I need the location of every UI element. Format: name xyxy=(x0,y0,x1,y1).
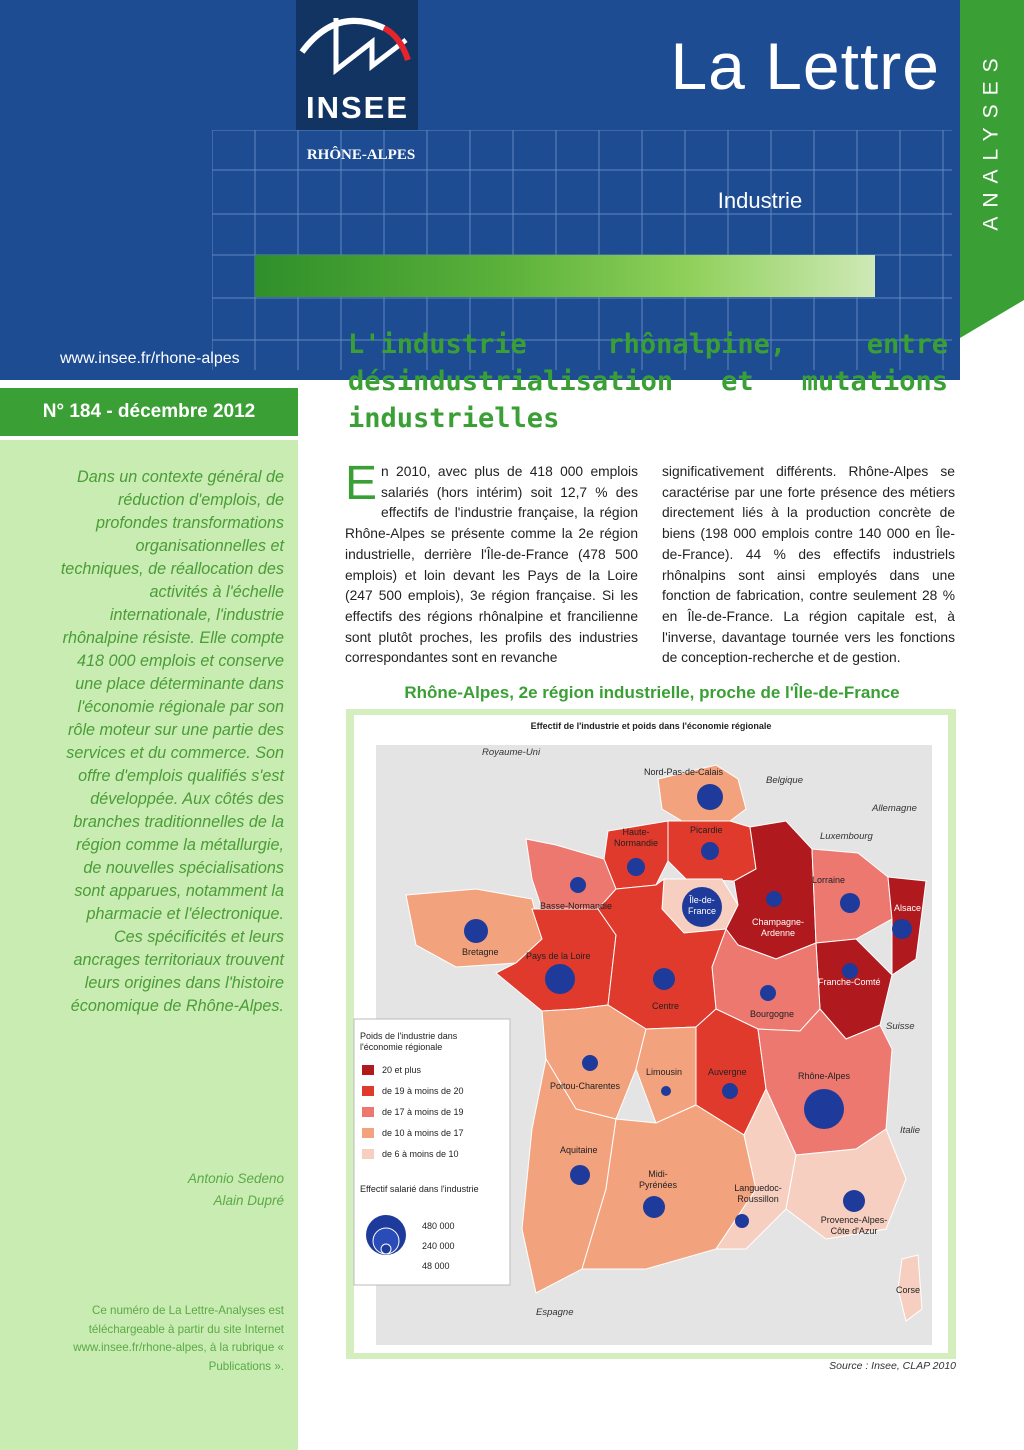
publication-title: La Lettre xyxy=(670,29,940,103)
series-tab-label: ANALYSES xyxy=(980,49,1004,231)
country-label: Italie xyxy=(900,1125,921,1136)
bubble-poitou-charentes xyxy=(582,1055,598,1071)
region-label: Bourgogne xyxy=(750,1009,795,1019)
region-label: Centre xyxy=(652,1001,680,1011)
bubble-nord-pas-de-calais xyxy=(697,784,723,810)
legend-weight-title: Poids de l'industrie dans l'économie régionale xyxy=(360,1031,458,1052)
region-label: Alsace xyxy=(894,903,922,913)
country-label: Luxembourg xyxy=(820,831,873,842)
region-label: Nord-Pas-de-Calais xyxy=(644,767,724,777)
bubble-alsace xyxy=(892,919,912,939)
map-figure xyxy=(346,709,956,1359)
region-label: Bretagne xyxy=(462,947,499,957)
region-label: Provence-Alpes-Côte d'Azur xyxy=(820,1215,888,1236)
map-title: Rhône-Alpes, 2e région industrielle, proche de l'Île-de-France xyxy=(404,683,900,702)
legend-swatch xyxy=(362,1128,374,1138)
bubble-rhone-alpes xyxy=(804,1089,844,1129)
bubble-languedoc-roussillon xyxy=(735,1214,749,1228)
region-label: Franche-Comté xyxy=(818,977,881,987)
dropcap: E xyxy=(345,457,378,510)
country-label: Belgique xyxy=(766,775,803,786)
country-label: Espagne xyxy=(536,1307,574,1318)
legend-weight-label: de 6 à moins de 10 xyxy=(382,1149,459,1159)
country-label: Allemagne xyxy=(872,803,917,814)
bubble-lorraine xyxy=(840,893,860,913)
bubble-haute-normandie xyxy=(627,858,645,876)
legend-swatch xyxy=(362,1065,374,1075)
legend-swatch xyxy=(362,1107,374,1117)
bubble-midi-pyrenees xyxy=(643,1196,665,1218)
section-label: Industrie xyxy=(717,188,803,213)
legend-swatch xyxy=(362,1086,374,1096)
masthead xyxy=(0,0,960,380)
region-label: Poitou-Charentes xyxy=(550,1081,621,1091)
download-note: Ce numéro de La Lettre-Analyses est téléchargeable à partir du site Internet www.insee.fr/rhone-alpes, à la rubrique « Publications ». xyxy=(73,1304,284,1373)
region-label: Île-de-France xyxy=(687,895,716,916)
country-label: Suisse xyxy=(886,1021,915,1032)
legend-bubble xyxy=(381,1244,391,1254)
abstract-text: Dans un contexte général de réduction d'emplois, de profondes transformations organisationnelles et techniques, de réallocation des activités à l'échelle internationale, l'industrie rhônalpine résiste. Elle compte 418 000 emplois et conserve une place déterminante dans l'économie régionale par son rôle moteur sur une partie des services et du commerce. Son offre d'emplois qualifiés s'est développée. Aux côtés des branches traditionnelles de la région comme la métallurgie, de nouvelles spécialisations sont apparues, notamment la pharmacie et l'électronique. Ces spécificités et leurs ancrages territoriaux trouvent leurs origines dans l'histoire économique de Rhône-Alpes. xyxy=(60,468,284,1015)
legend-size-label: 48 000 xyxy=(422,1261,450,1271)
bubble-bourgogne xyxy=(760,985,776,1001)
authors xyxy=(120,1168,284,1212)
logo-region-label: RHÔNE-ALPES xyxy=(306,147,416,163)
author-name: Antonio Sedeno xyxy=(187,1171,284,1186)
region-label: Haute-Normandie xyxy=(614,827,659,848)
bubble-limousin xyxy=(661,1086,671,1096)
region-label: Lorraine xyxy=(812,875,846,885)
bubble-paca xyxy=(843,1190,865,1212)
legend-swatch xyxy=(362,1149,374,1159)
bubble-auvergne xyxy=(722,1083,738,1099)
insee-logo-mark xyxy=(296,0,418,90)
region-label: Languedoc-Roussillon xyxy=(734,1183,782,1204)
body-text-1: n 2010, avec plus de 418 000 emplois salariés (hors intérim) soit 12,7 % des effectifs de l'industrie française, la région Rhône-Alpes se présente comme la 2e région industrielle, derrière l'Île-de-France (478 500 emplois) et loin devant les Pays de la Loire (247 500 emplois), 3e région française. Si les effectifs des régions rhônalpine et francilienne sont plutôt proches, les profils des industries correspondantes sont en revanche xyxy=(345,464,638,666)
region-label: Basse-Normandie xyxy=(540,901,613,911)
bubble-aquitaine xyxy=(570,1165,590,1185)
author-name: Alain Dupré xyxy=(213,1193,284,1208)
bubble-champagne-ardenne xyxy=(766,891,782,907)
legend-weight-label: de 10 à moins de 17 xyxy=(382,1128,464,1138)
website-url[interactable]: www.insee.fr/rhone-alpes xyxy=(60,350,240,367)
region-label: Corse xyxy=(896,1285,921,1295)
country-label: Royaume-Uni xyxy=(482,747,541,758)
map-source: Source : Insee, CLAP 2010 xyxy=(829,1360,956,1372)
region-label: Auvergne xyxy=(708,1067,747,1077)
region-label: Limousin xyxy=(646,1067,683,1077)
legend-size-label: 480 000 xyxy=(422,1221,455,1231)
header-photo-band xyxy=(255,255,875,297)
legend-size-title: Effectif salarié dans l'industrie xyxy=(360,1184,479,1194)
legend-weight-label: de 17 à moins de 19 xyxy=(382,1107,464,1117)
bubble-centre xyxy=(653,968,675,990)
map-subtitle: Effectif de l'industrie et poids dans l'économie régionale xyxy=(530,721,772,731)
body-column-2: significativement différents. Rhône-Alpes se caractérise par une forte présence des métiers directement liés à la production concrète de biens (198 000 emplois contre 140 000 en Île-de-France). 44 % des effectifs industriels rhônalpins sont ainsi employés dans une fonction de fabrication, contre seulement 28 % en Île-de-France. La région capitale est, à l'inverse, davantage tournée vers les fonctions de conception-recherche et de gestion. xyxy=(662,464,955,666)
bubble-basse-normandie xyxy=(570,877,586,893)
region-label: Midi-Pyrénées xyxy=(638,1169,678,1190)
issue-number: N° 184 - décembre 2012 xyxy=(0,388,298,436)
region-label: Rhône-Alpes xyxy=(798,1071,851,1081)
region-label: Champagne-Ardenne xyxy=(751,917,805,938)
insee-logo-text: INSEE xyxy=(305,90,410,125)
body-column-1 xyxy=(345,457,638,669)
legend-weight-label: 20 et plus xyxy=(382,1065,422,1075)
bubble-picardie xyxy=(701,842,719,860)
bubble-pays-de-la-loire xyxy=(545,964,575,994)
legend-weight-label: de 19 à moins de 20 xyxy=(382,1086,464,1096)
region-label: Aquitaine xyxy=(560,1145,598,1155)
legend-size-label: 240 000 xyxy=(422,1241,455,1251)
region-label: Pays de la Loire xyxy=(526,951,591,961)
bubble-bretagne xyxy=(464,919,488,943)
article-headline: L'industrie rhônalpine, entre désindustrialisation et mutations industrielles xyxy=(348,329,948,434)
region-label: Picardie xyxy=(690,825,723,835)
